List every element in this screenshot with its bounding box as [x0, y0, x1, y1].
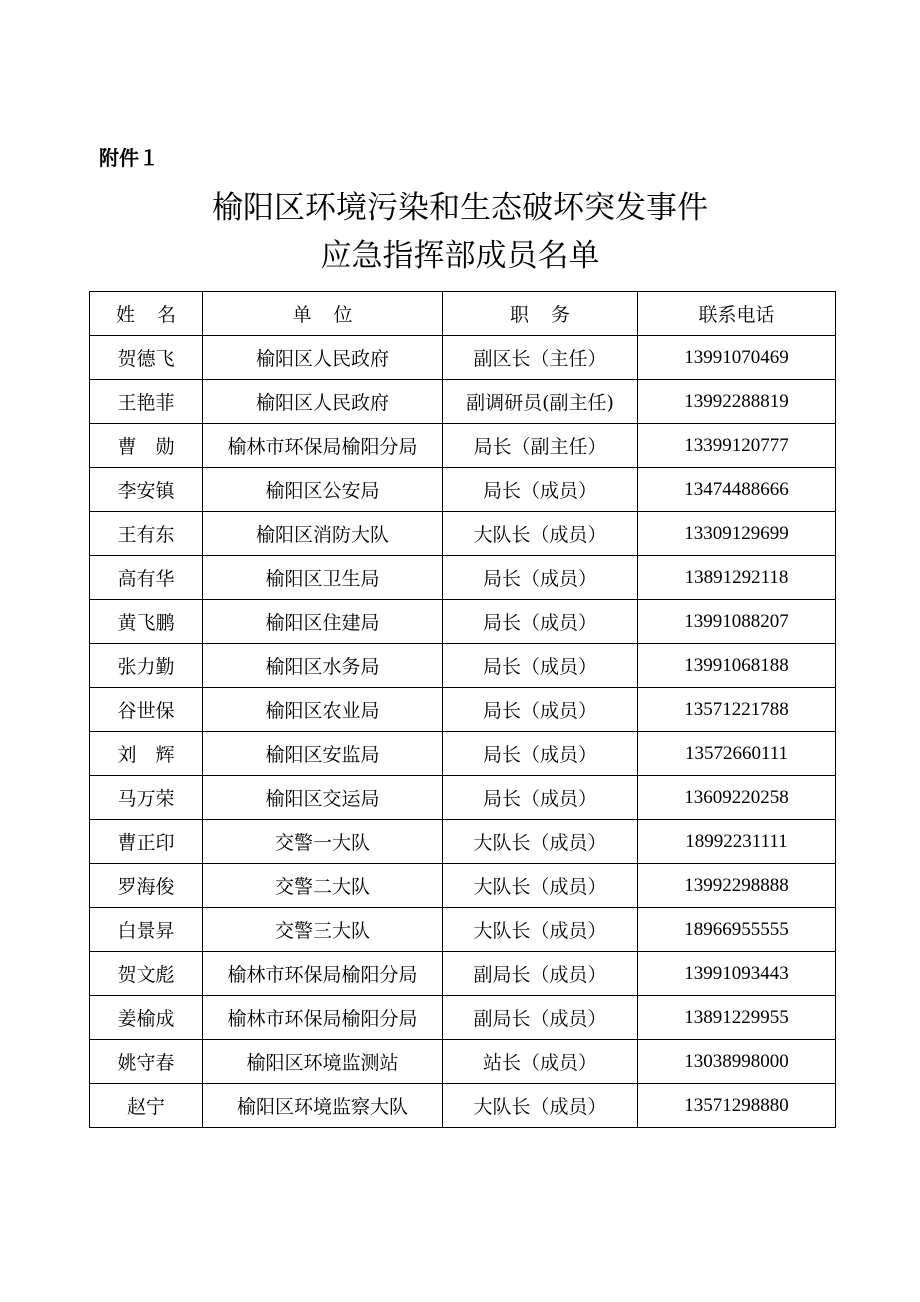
- cell-name: 赵宁: [90, 1084, 203, 1128]
- cell-phone: 13991088207: [638, 600, 836, 644]
- cell-name: 王艳菲: [90, 380, 203, 424]
- cell-name: 姜榆成: [90, 996, 203, 1040]
- cell-duty: 局长（成员）: [443, 600, 638, 644]
- table-row: [90, 1084, 836, 1128]
- cell-duty: 局长（成员）: [443, 468, 638, 512]
- cell-unit: 榆阳区住建局: [203, 600, 443, 644]
- cell-phone: 13609220258: [638, 776, 836, 820]
- title-line-2: 应急指挥部成员名单: [320, 238, 600, 274]
- cell-name: 姚守春: [90, 1040, 203, 1084]
- cell-unit: 交警二大队: [203, 864, 443, 908]
- table-row: [90, 556, 836, 600]
- cell-name: 张力勤: [90, 644, 203, 688]
- cell-unit: 榆阳区环境监测站: [203, 1040, 443, 1084]
- header-unit: 单位: [203, 292, 443, 336]
- cell-duty: 副局长（成员）: [443, 952, 638, 996]
- cell-duty: 大队长（成员）: [443, 820, 638, 864]
- cell-name: 马万荣: [90, 776, 203, 820]
- cell-phone: 18992231111: [638, 820, 836, 864]
- cell-phone: 13891229955: [638, 996, 836, 1040]
- cell-name: 刘 辉: [90, 732, 203, 776]
- cell-duty: 局长（成员）: [443, 556, 638, 600]
- cell-duty: 局长（副主任）: [443, 424, 638, 468]
- cell-name: 曹正印: [90, 820, 203, 864]
- cell-phone: 13991070469: [638, 336, 836, 380]
- table-row: [90, 732, 836, 776]
- header-phone: 联系电话: [638, 292, 836, 336]
- cell-unit: 榆阳区环境监察大队: [203, 1084, 443, 1128]
- cell-unit: 榆林市环保局榆阳分局: [203, 424, 443, 468]
- cell-phone: 18966955555: [638, 908, 836, 952]
- cell-name: 黄飞鹏: [90, 600, 203, 644]
- table-row: [90, 600, 836, 644]
- cell-unit: 交警一大队: [203, 820, 443, 864]
- cell-duty: 副局长（成员）: [443, 996, 638, 1040]
- cell-phone: 13038998000: [638, 1040, 836, 1084]
- table-row: [90, 336, 836, 380]
- cell-name: 贺文彪: [90, 952, 203, 996]
- table-header-row: [90, 292, 836, 336]
- cell-phone: 13571298880: [638, 1084, 836, 1128]
- title-line-1: 榆阳区环境污染和生态破坏突发事件: [212, 190, 708, 226]
- table-row: [90, 908, 836, 952]
- header-name: 姓名: [90, 292, 203, 336]
- cell-duty: 大队长（成员）: [443, 908, 638, 952]
- cell-phone: 13992288819: [638, 380, 836, 424]
- cell-unit: 榆阳区农业局: [203, 688, 443, 732]
- cell-unit: 榆阳区人民政府: [203, 380, 443, 424]
- cell-phone: 13309129699: [638, 512, 836, 556]
- member-roster-table: [89, 291, 836, 1128]
- cell-name: 高有华: [90, 556, 203, 600]
- cell-name: 贺德飞: [90, 336, 203, 380]
- table-row: [90, 688, 836, 732]
- cell-phone: 13991068188: [638, 644, 836, 688]
- table-row: [90, 380, 836, 424]
- cell-duty: 副区长（主任）: [443, 336, 638, 380]
- cell-phone: 13474488666: [638, 468, 836, 512]
- cell-duty: 局长（成员）: [443, 732, 638, 776]
- cell-unit: 榆阳区消防大队: [203, 512, 443, 556]
- table-row: [90, 776, 836, 820]
- table-row: [90, 424, 836, 468]
- document-title: [0, 184, 920, 280]
- cell-name: 李安镇: [90, 468, 203, 512]
- cell-name: 白景昇: [90, 908, 203, 952]
- cell-unit: 榆阳区安监局: [203, 732, 443, 776]
- cell-unit: 榆阳区水务局: [203, 644, 443, 688]
- cell-name: 曹 勋: [90, 424, 203, 468]
- cell-duty: 大队长（成员）: [443, 864, 638, 908]
- cell-duty: 局长（成员）: [443, 688, 638, 732]
- header-duty: 职务: [443, 292, 638, 336]
- table-row: [90, 512, 836, 556]
- cell-duty: 大队长（成员）: [443, 512, 638, 556]
- cell-unit: 榆阳区卫生局: [203, 556, 443, 600]
- cell-phone: 13991093443: [638, 952, 836, 996]
- cell-unit: 榆林市环保局榆阳分局: [203, 996, 443, 1040]
- cell-phone: 13891292118: [638, 556, 836, 600]
- cell-unit: 榆阳区人民政府: [203, 336, 443, 380]
- cell-name: 王有东: [90, 512, 203, 556]
- table-row: [90, 820, 836, 864]
- table-row: [90, 468, 836, 512]
- cell-phone: 13571221788: [638, 688, 836, 732]
- cell-unit: 榆阳区交运局: [203, 776, 443, 820]
- cell-duty: 站长（成员）: [443, 1040, 638, 1084]
- cell-name: 罗海俊: [90, 864, 203, 908]
- table-row: [90, 952, 836, 996]
- cell-duty: 局长（成员）: [443, 776, 638, 820]
- table-row: [90, 864, 836, 908]
- cell-phone: 13992298888: [638, 864, 836, 908]
- roster-body: [90, 336, 836, 1128]
- cell-duty: 副调研员(副主任): [443, 380, 638, 424]
- table-row: [90, 996, 836, 1040]
- cell-duty: 大队长（成员）: [443, 1084, 638, 1128]
- cell-name: 谷世保: [90, 688, 203, 732]
- cell-phone: 13399120777: [638, 424, 836, 468]
- cell-unit: 交警三大队: [203, 908, 443, 952]
- attachment-label: 附件１: [99, 146, 159, 170]
- table-row: [90, 644, 836, 688]
- table-row: [90, 1040, 836, 1084]
- cell-unit: 榆林市环保局榆阳分局: [203, 952, 443, 996]
- cell-duty: 局长（成员）: [443, 644, 638, 688]
- cell-phone: 13572660111: [638, 732, 836, 776]
- cell-unit: 榆阳区公安局: [203, 468, 443, 512]
